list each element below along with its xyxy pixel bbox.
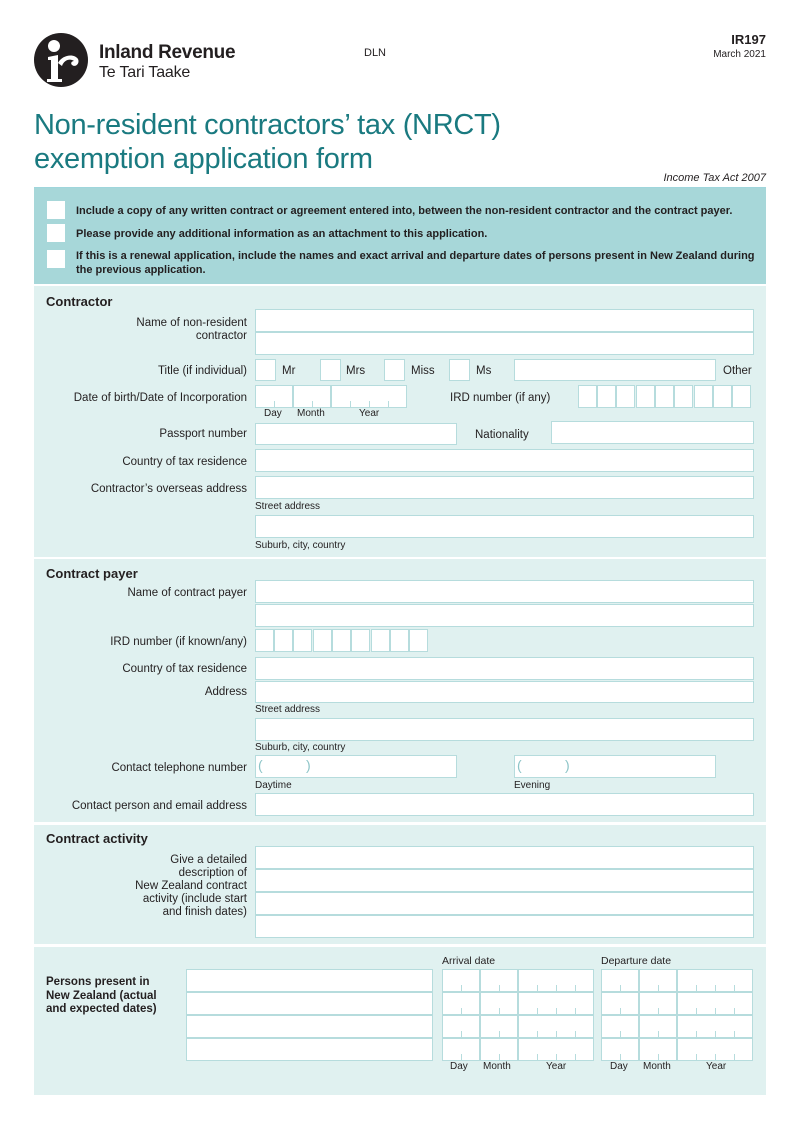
digit-divider: [537, 1054, 538, 1060]
digit-divider: [575, 985, 576, 991]
departure-row-1-month-cell[interactable]: [639, 969, 677, 992]
arrival-row-1-year-cell[interactable]: [518, 969, 594, 992]
form-date: March 2021: [713, 49, 766, 60]
arrival-row-4-year-cell[interactable]: [518, 1038, 594, 1061]
title-miss-label: Miss: [411, 365, 435, 377]
payer-ird-digit-4[interactable]: [313, 629, 332, 652]
digit-divider: [556, 1031, 557, 1037]
contract-payer-section: [34, 559, 766, 822]
departure-day-caption: Day: [610, 1061, 628, 1072]
payer-name-label: Name of contract payer: [127, 587, 247, 599]
evening-caption: Evening: [514, 780, 551, 791]
title-mrs-checkbox[interactable]: [320, 359, 341, 381]
notice-checkbox-1[interactable]: [47, 201, 65, 219]
activity-label-line-3: New Zealand contract: [135, 880, 247, 892]
digit-divider: [696, 985, 697, 991]
payer-street-caption: Street address: [255, 704, 321, 715]
arrival-row-1-month-cell[interactable]: [480, 969, 518, 992]
departure-row-3-year-cell[interactable]: [677, 1015, 753, 1038]
contractor-ird-digit-9[interactable]: [732, 385, 751, 408]
dob-month-caption: Month: [297, 408, 325, 419]
dob-year-cell[interactable]: [331, 385, 407, 408]
persons-heading-line-2: New Zealand (actual: [46, 989, 157, 1002]
contractor-name-input-1[interactable]: [255, 309, 754, 332]
digit-divider: [350, 401, 351, 407]
departure-year-caption: Year: [706, 1061, 727, 1072]
logo-name: Inland Revenue: [99, 42, 236, 63]
contractor-name-label-line-2: contractor: [195, 330, 247, 342]
payer-ird-digit-1[interactable]: [255, 629, 274, 652]
payer-ird-digit-5[interactable]: [332, 629, 351, 652]
notice-checkbox-3[interactable]: [47, 250, 65, 268]
person-name-input-3[interactable]: [186, 1015, 433, 1038]
payer-ird-digit-7[interactable]: [371, 629, 390, 652]
departure-row-2-year-cell[interactable]: [677, 992, 753, 1015]
persons-present-section: [34, 947, 766, 1095]
digit-divider: [537, 1008, 538, 1014]
digit-divider: [658, 1054, 659, 1060]
payer-ird-digit-6[interactable]: [351, 629, 370, 652]
activity-input-3[interactable]: [255, 892, 754, 915]
payer-ird-digit-3[interactable]: [293, 629, 312, 652]
departure-row-4-year-cell[interactable]: [677, 1038, 753, 1061]
digit-divider: [537, 985, 538, 991]
title-other-label: Other: [723, 365, 752, 377]
contractor-ird-digit-6[interactable]: [674, 385, 693, 408]
contractor-name-input-2[interactable]: [255, 332, 754, 355]
contractor-ird-digit-3[interactable]: [616, 385, 635, 408]
digit-divider: [620, 985, 621, 991]
nationality-label: Nationality: [475, 429, 529, 441]
departure-row-2-day-cell[interactable]: [601, 992, 639, 1015]
digit-divider: [461, 1008, 462, 1014]
digit-divider: [537, 1031, 538, 1037]
digit-divider: [715, 1054, 716, 1060]
digit-divider: [499, 985, 500, 991]
arrival-row-4-month-cell[interactable]: [480, 1038, 518, 1061]
departure-row-4-month-cell[interactable]: [639, 1038, 677, 1061]
digit-divider: [556, 1008, 557, 1014]
title-line-1: Non-resident contractors’ tax (NRCT): [34, 109, 501, 141]
payer-name-input-2[interactable]: [255, 604, 754, 627]
digit-divider: [658, 1031, 659, 1037]
activity-input-1[interactable]: [255, 846, 754, 869]
digit-divider: [388, 401, 389, 407]
digit-divider: [696, 1054, 697, 1060]
digit-divider: [556, 985, 557, 991]
payer-ird-digit-8[interactable]: [390, 629, 409, 652]
digit-divider: [499, 1054, 500, 1060]
phone-evening-input[interactable]: [514, 755, 716, 778]
payer-address-label: Address: [204, 686, 247, 698]
contractor-suburb-caption: Suburb, city, country: [255, 540, 346, 551]
arrival-month-caption: Month: [483, 1061, 511, 1072]
title-ms-checkbox[interactable]: [449, 359, 470, 381]
payer-ird-label: IRD number (if known/any): [110, 636, 247, 648]
activity-description-label: [135, 854, 247, 919]
contractor-ird-digit-4[interactable]: [636, 385, 655, 408]
daytime-caption: Daytime: [255, 780, 292, 791]
contractor-ird-label: IRD number (if any): [450, 392, 551, 404]
digit-divider: [715, 1008, 716, 1014]
contractor-heading: Contractor: [46, 294, 113, 309]
notice-text-1: Include a copy of any written contract or agreement entered into, between the non-resident contractor and the contract payer.: [76, 205, 733, 217]
arrival-row-1-day-cell[interactable]: [442, 969, 480, 992]
arrival-row-4-day-cell[interactable]: [442, 1038, 480, 1061]
contractor-section: [34, 286, 766, 557]
title-mrs-label: Mrs: [346, 365, 366, 377]
daytime-area-close-paren: ): [306, 757, 311, 773]
passport-label: Passport number: [159, 428, 247, 440]
digit-divider: [658, 1008, 659, 1014]
evening-area-open-paren: (: [517, 757, 522, 773]
form-code: IR197: [731, 32, 766, 47]
digit-divider: [575, 1054, 576, 1060]
departure-row-3-month-cell[interactable]: [639, 1015, 677, 1038]
digit-divider: [658, 985, 659, 991]
digit-divider: [312, 401, 313, 407]
contractor-address-label: Contractor’s overseas address: [90, 483, 247, 495]
title-other-input[interactable]: [514, 359, 716, 381]
digit-divider: [696, 1008, 697, 1014]
person-name-input-4[interactable]: [186, 1038, 433, 1061]
persons-heading-line-3: and expected dates): [46, 1003, 157, 1015]
digit-divider: [696, 1031, 697, 1037]
activity-label-line-2: description of: [178, 867, 247, 879]
digit-divider: [461, 1031, 462, 1037]
payer-ird-digit-9[interactable]: [409, 629, 428, 652]
payer-street-input[interactable]: [255, 681, 754, 703]
digit-divider: [734, 1008, 735, 1014]
arrival-day-caption: Day: [450, 1061, 468, 1072]
digit-divider: [620, 1054, 621, 1060]
arrival-row-3-month-cell[interactable]: [480, 1015, 518, 1038]
activity-heading: Contract activity: [46, 831, 148, 846]
departure-row-1-day-cell[interactable]: [601, 969, 639, 992]
digit-divider: [734, 1031, 735, 1037]
arrival-row-3-year-cell[interactable]: [518, 1015, 594, 1038]
digit-divider: [274, 401, 275, 407]
activity-label-line-5: and finish dates): [162, 906, 247, 918]
payer-country-label: Country of tax residence: [122, 663, 247, 675]
digit-divider: [620, 1008, 621, 1014]
contractor-ird-digit-8[interactable]: [713, 385, 732, 408]
departure-row-3-day-cell[interactable]: [601, 1015, 639, 1038]
arrival-date-label: Arrival date: [442, 955, 496, 967]
contractor-ird-digit-1[interactable]: [578, 385, 597, 408]
notice-checkbox-2[interactable]: [47, 224, 65, 242]
dob-label: Date of birth/Date of Incorporation: [73, 392, 247, 404]
payer-ird-digit-2[interactable]: [274, 629, 293, 652]
arrival-year-caption: Year: [546, 1061, 567, 1072]
logo-subname: Te Tari Taake: [99, 64, 191, 81]
digit-divider: [461, 985, 462, 991]
departure-row-1-year-cell[interactable]: [677, 969, 753, 992]
contractor-country-input[interactable]: [255, 449, 754, 472]
person-name-input-1[interactable]: [186, 969, 433, 992]
activity-label-line-1: Give a detailed: [170, 854, 247, 866]
title-ms-label: Ms: [476, 365, 492, 377]
dob-day-caption: Day: [264, 408, 282, 419]
contact-label: Contact person and email address: [71, 800, 247, 812]
contractor-street-caption: Street address: [255, 501, 321, 512]
payer-heading: Contract payer: [46, 566, 138, 581]
notice-text-2: Please provide any additional information as an attachment to this application.: [76, 228, 488, 240]
digit-divider: [734, 985, 735, 991]
departure-row-4-day-cell[interactable]: [601, 1038, 639, 1061]
title-mr-label: Mr: [282, 365, 296, 377]
notice-text-3: If this is a renewal application, include the names and exact arrival and departure dates of persons present in New Zealand during the previous application.: [76, 250, 755, 276]
contractor-ird-digit-2[interactable]: [597, 385, 616, 408]
nationality-input[interactable]: [551, 421, 754, 444]
digit-divider: [715, 985, 716, 991]
arrival-row-2-day-cell[interactable]: [442, 992, 480, 1015]
digit-divider: [369, 401, 370, 407]
activity-input-4[interactable]: [255, 915, 754, 938]
person-name-input-2[interactable]: [186, 992, 433, 1015]
contractor-ird-digit-5[interactable]: [655, 385, 674, 408]
dob-year-caption: Year: [359, 408, 380, 419]
digit-divider: [499, 1031, 500, 1037]
digit-divider: [715, 1031, 716, 1037]
title-miss-checkbox[interactable]: [384, 359, 405, 381]
daytime-area-open-paren: (: [258, 757, 263, 773]
payer-name-input-1[interactable]: [255, 580, 754, 603]
payer-suburb-input[interactable]: [255, 718, 754, 741]
persons-heading: [46, 976, 157, 1017]
contract-activity-section: [34, 825, 766, 944]
departure-row-2-month-cell[interactable]: [639, 992, 677, 1015]
title-line-2: exemption application form: [34, 143, 373, 175]
digit-divider: [734, 1054, 735, 1060]
dln-label: DLN: [364, 47, 387, 59]
phone-daytime-input[interactable]: [255, 755, 457, 778]
contractor-name-label: [136, 317, 247, 343]
payer-country-input[interactable]: [255, 657, 754, 680]
act-reference: Income Tax Act 2007: [663, 172, 766, 184]
contractor-suburb-input[interactable]: [255, 515, 754, 538]
digit-divider: [575, 1031, 576, 1037]
activity-label-line-4: activity (include start: [142, 893, 247, 905]
digit-divider: [575, 1008, 576, 1014]
departure-month-caption: Month: [643, 1061, 671, 1072]
passport-input[interactable]: [255, 423, 457, 445]
contractor-ird-digit-7[interactable]: [694, 385, 713, 408]
contractor-name-label-line-1: Name of non-resident: [136, 317, 247, 329]
title-label: Title (if individual): [157, 365, 247, 377]
payer-suburb-caption: Suburb, city, country: [255, 742, 346, 753]
notice-band: [34, 188, 766, 284]
arrival-row-2-year-cell[interactable]: [518, 992, 594, 1015]
digit-divider: [461, 1054, 462, 1060]
dob-month-cell[interactable]: [293, 385, 331, 408]
page-title: [34, 108, 501, 176]
title-mr-checkbox[interactable]: [255, 359, 276, 381]
dob-day-cell[interactable]: [255, 385, 293, 408]
arrival-row-2-month-cell[interactable]: [480, 992, 518, 1015]
persons-heading-line-1: Persons present in: [46, 976, 150, 988]
contractor-street-input[interactable]: [255, 476, 754, 499]
contact-input[interactable]: [255, 793, 754, 816]
contractor-country-label: Country of tax residence: [122, 456, 247, 468]
departure-date-label: Departure date: [601, 955, 672, 967]
arrival-row-3-day-cell[interactable]: [442, 1015, 480, 1038]
digit-divider: [620, 1031, 621, 1037]
digit-divider: [556, 1054, 557, 1060]
evening-area-close-paren: ): [565, 757, 570, 773]
phone-label: Contact telephone number: [111, 762, 247, 774]
digit-divider: [499, 1008, 500, 1014]
activity-input-2[interactable]: [255, 869, 754, 892]
inland-revenue-logo-icon: [34, 33, 88, 87]
